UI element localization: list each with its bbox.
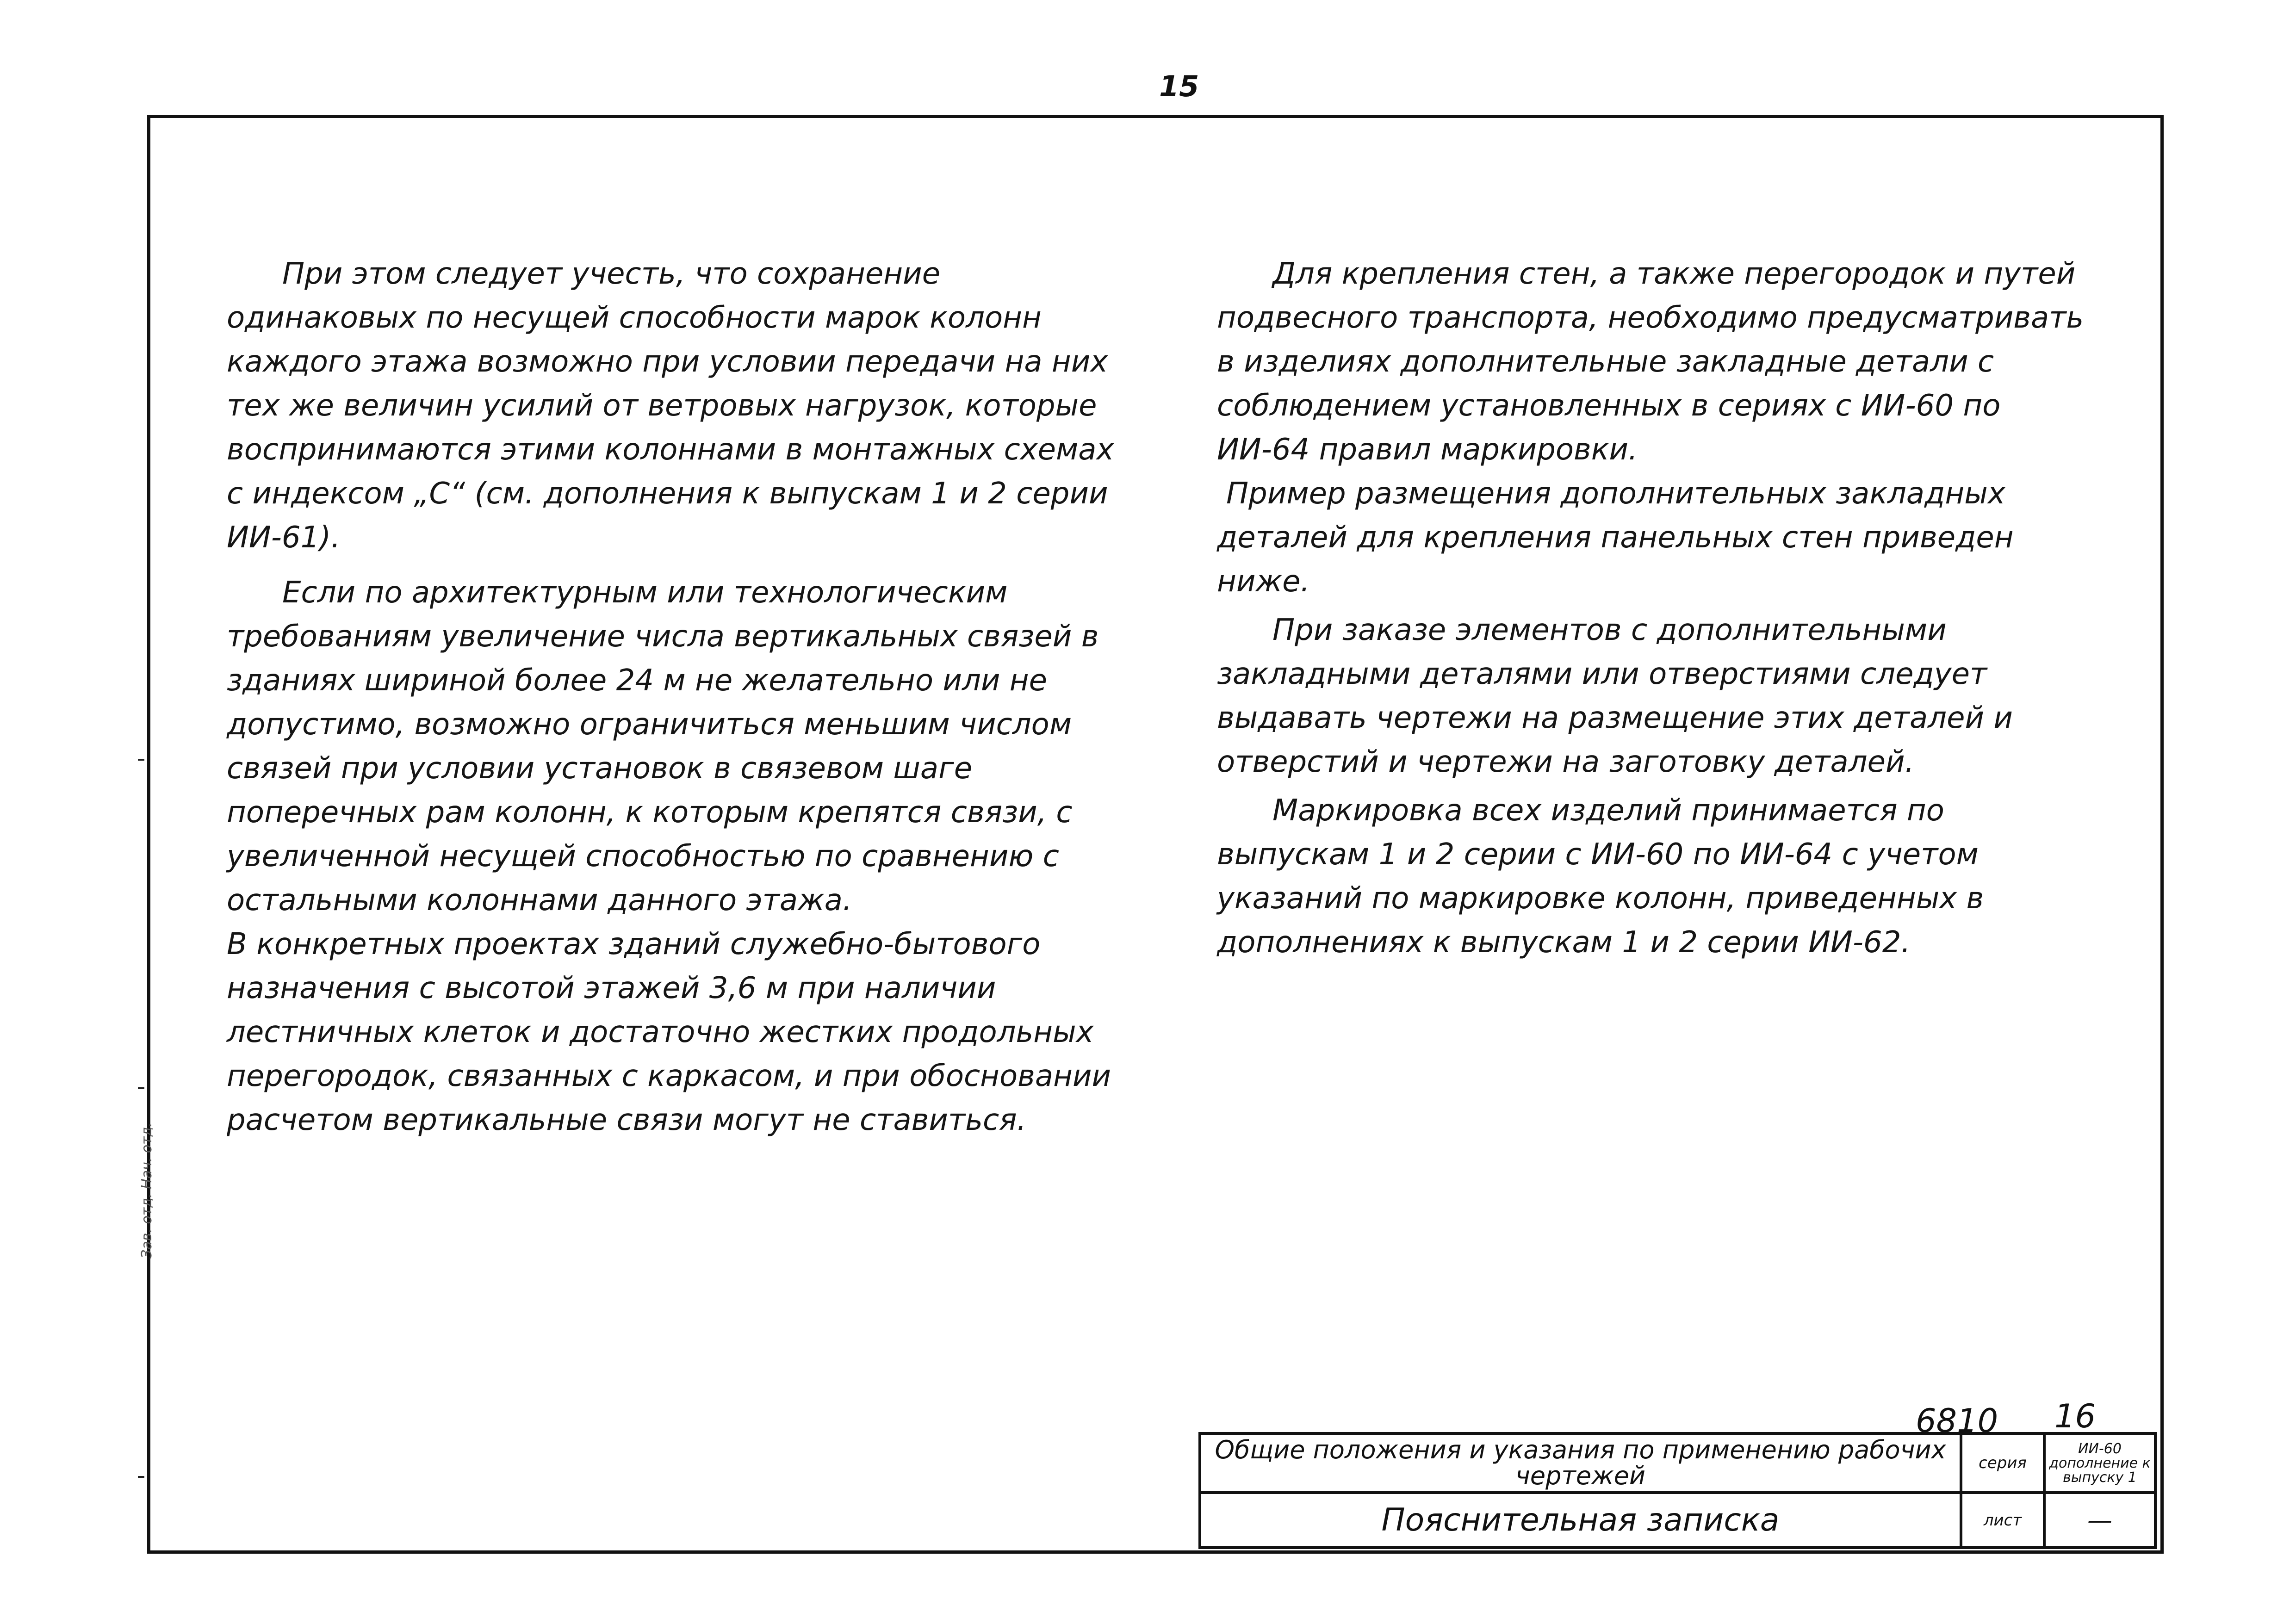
- margin-tick: [138, 1087, 144, 1089]
- paragraph: В конкретных проектах зданий служебно-бытового назначения с высотой этажей 3,6 м при наличии лестничных клеток и достаточно жестких продольных перегородок, связанных с каркасом, и при обосновании расчетом вертикальные связи могут не ставиться.: [227, 927, 1111, 1137]
- paragraph: При этом следует учесть, что сохранение одинаковых по несущей способности марок колонн каждого этажа возможно при условии передачи на них тех же величин усилий от ветровых нагрузок, которые воспринимаются этими колоннами в монтажных схемах с индексом „С“ (см. дополнения к выпускам 1 и 2 серии ИИ-61).: [227, 257, 1114, 555]
- margin-tick: [138, 759, 144, 761]
- paragraph: При заказе элементов с дополнительными закладными деталями или отверстиями следует выдавать чертежи на размещение этих деталей и отверстий и чертежи на заготовку деталей.: [1217, 613, 2013, 779]
- title-block-series-label: серия: [1961, 1433, 2044, 1493]
- left-text-column: [227, 252, 1134, 1142]
- title-block-series-value: ИИ-60 дополнение к выпуску 1: [2044, 1433, 2155, 1493]
- right-text-column: [1217, 252, 2096, 965]
- title-block-main-title: Общие положения и указания по применению рабочих чертежей: [1200, 1433, 1961, 1493]
- paragraph: Маркировка всех изделий принимается по выпускам 1 и 2 серии с ИИ-60 по ИИ-64 с учетом указаний по маркировке колонн, приведенных в дополнениях к выпускам 1 и 2 серии ИИ-62.: [1217, 793, 1984, 960]
- title-block-sheet-label: лист: [1961, 1493, 2044, 1548]
- page-number: 15: [1159, 69, 1199, 103]
- paragraph: Если по архитектурным или технологическим требованиям увеличение числа вертикальных связей в зданиях шириной более 24 м не желательно или не допустимо, возможно ограничиться меньшим числом связей при условии установок в связевом шаге поперечных рам колонн, к которым крепятся связи, с увеличенной несущей способностью по сравнению с остальными колоннами данного этажа.: [227, 576, 1099, 917]
- paragraph: Для крепления стен, а также перегородок и путей подвесного транспорта, необходимо предусматривать в изделиях дополнительные закладные детали с соблюдением установленных в сериях с ИИ-60 по ИИ-64 правил маркировки.: [1217, 257, 2084, 467]
- sheet-number: 16: [2054, 1397, 2096, 1435]
- title-block-sheet-value: —: [2044, 1493, 2155, 1548]
- sheet-code: 6810: [1916, 1402, 1998, 1440]
- paragraph: Пример размещения дополнительных закладных деталей для крепления панельных стен приведен ниже.: [1217, 477, 2014, 599]
- title-block: [1198, 1432, 2157, 1549]
- title-block-document-name: Пояснительная записка: [1200, 1493, 1961, 1548]
- margin-note: Зав. отд. Нач. отд.: [139, 1122, 155, 1258]
- margin-tick: [138, 1476, 144, 1478]
